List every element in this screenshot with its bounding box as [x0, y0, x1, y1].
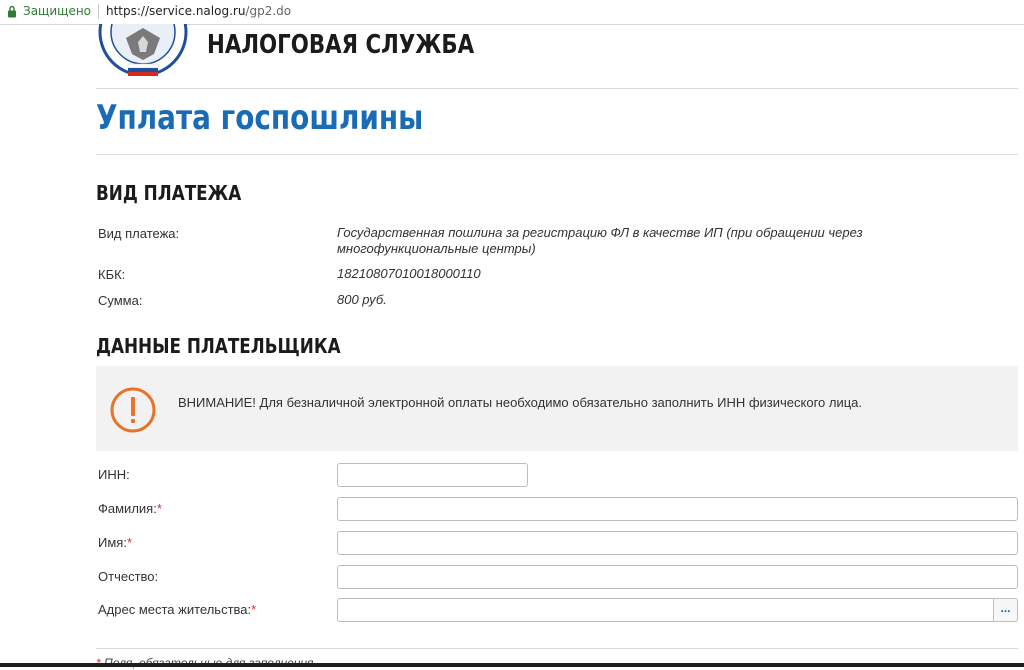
address-separator: [98, 4, 99, 19]
inn-label-text: ИНН:: [98, 467, 130, 482]
form-divider: [96, 648, 1018, 649]
window-bottom-edge: [0, 663, 1024, 667]
url-text[interactable]: [106, 4, 291, 18]
patronymic-label-text: Отчество:: [98, 569, 159, 584]
address-required: *: [251, 602, 257, 617]
notice-body: Для безналичной электронной оплаты необходимо обязательно заполнить ИНН физического лица.: [255, 395, 863, 410]
patronymic-label: [98, 569, 158, 584]
title-divider: [96, 154, 1018, 155]
name-label: [98, 535, 132, 550]
address-input[interactable]: [337, 598, 994, 622]
patronymic-input[interactable]: [337, 565, 1018, 589]
surname-input[interactable]: [337, 497, 1018, 521]
url-path: /gp2.do: [245, 4, 292, 18]
header-divider: [96, 88, 1018, 89]
address-label-text: Адрес места жительства:: [98, 602, 252, 617]
name-required: *: [126, 535, 132, 550]
name-input[interactable]: [337, 531, 1018, 555]
amount-label: Сумма:: [98, 293, 143, 308]
inn-notice: [96, 366, 1018, 451]
inn-label: [98, 467, 130, 482]
address-label: [98, 602, 256, 617]
amount-value: 800 руб.: [337, 292, 387, 307]
address-picker-button[interactable]: ...: [993, 598, 1018, 622]
surname-label-text: Фамилия:: [98, 501, 157, 516]
payment-section-title: ВИД ПЛАТЕЖА: [96, 181, 242, 205]
address-bar[interactable]: [0, 0, 1024, 25]
payment-type-label: Вид платежа:: [98, 226, 180, 241]
lock-icon: [7, 5, 17, 18]
secure-label: Защищено: [23, 4, 92, 18]
notice-text: [178, 395, 862, 410]
payer-section-title: ДАННЫЕ ПЛАТЕЛЬЩИКА: [96, 334, 341, 358]
surname-label: [98, 501, 162, 516]
payment-type-value: Государственная пошлина за регистрацию ФЛ в качестве ИП (при обращении через многофункциональные центры): [337, 225, 863, 256]
kbk-value: 18210807010018000110: [337, 266, 481, 281]
warning-icon: [110, 387, 156, 433]
site-title[interactable]: НАЛОГОВАЯ СЛУЖБА: [207, 30, 475, 60]
name-label-text: Имя:: [98, 535, 127, 550]
fns-emblem-logo[interactable]: [98, 24, 188, 76]
url-host: https://service.nalog.ru: [106, 4, 246, 18]
surname-required: *: [156, 501, 162, 516]
notice-strong: ВНИМАНИЕ!: [178, 395, 256, 410]
page-title: Уплата госпошлины: [96, 98, 424, 138]
inn-input[interactable]: [337, 463, 528, 487]
kbk-label: КБК:: [98, 267, 126, 282]
